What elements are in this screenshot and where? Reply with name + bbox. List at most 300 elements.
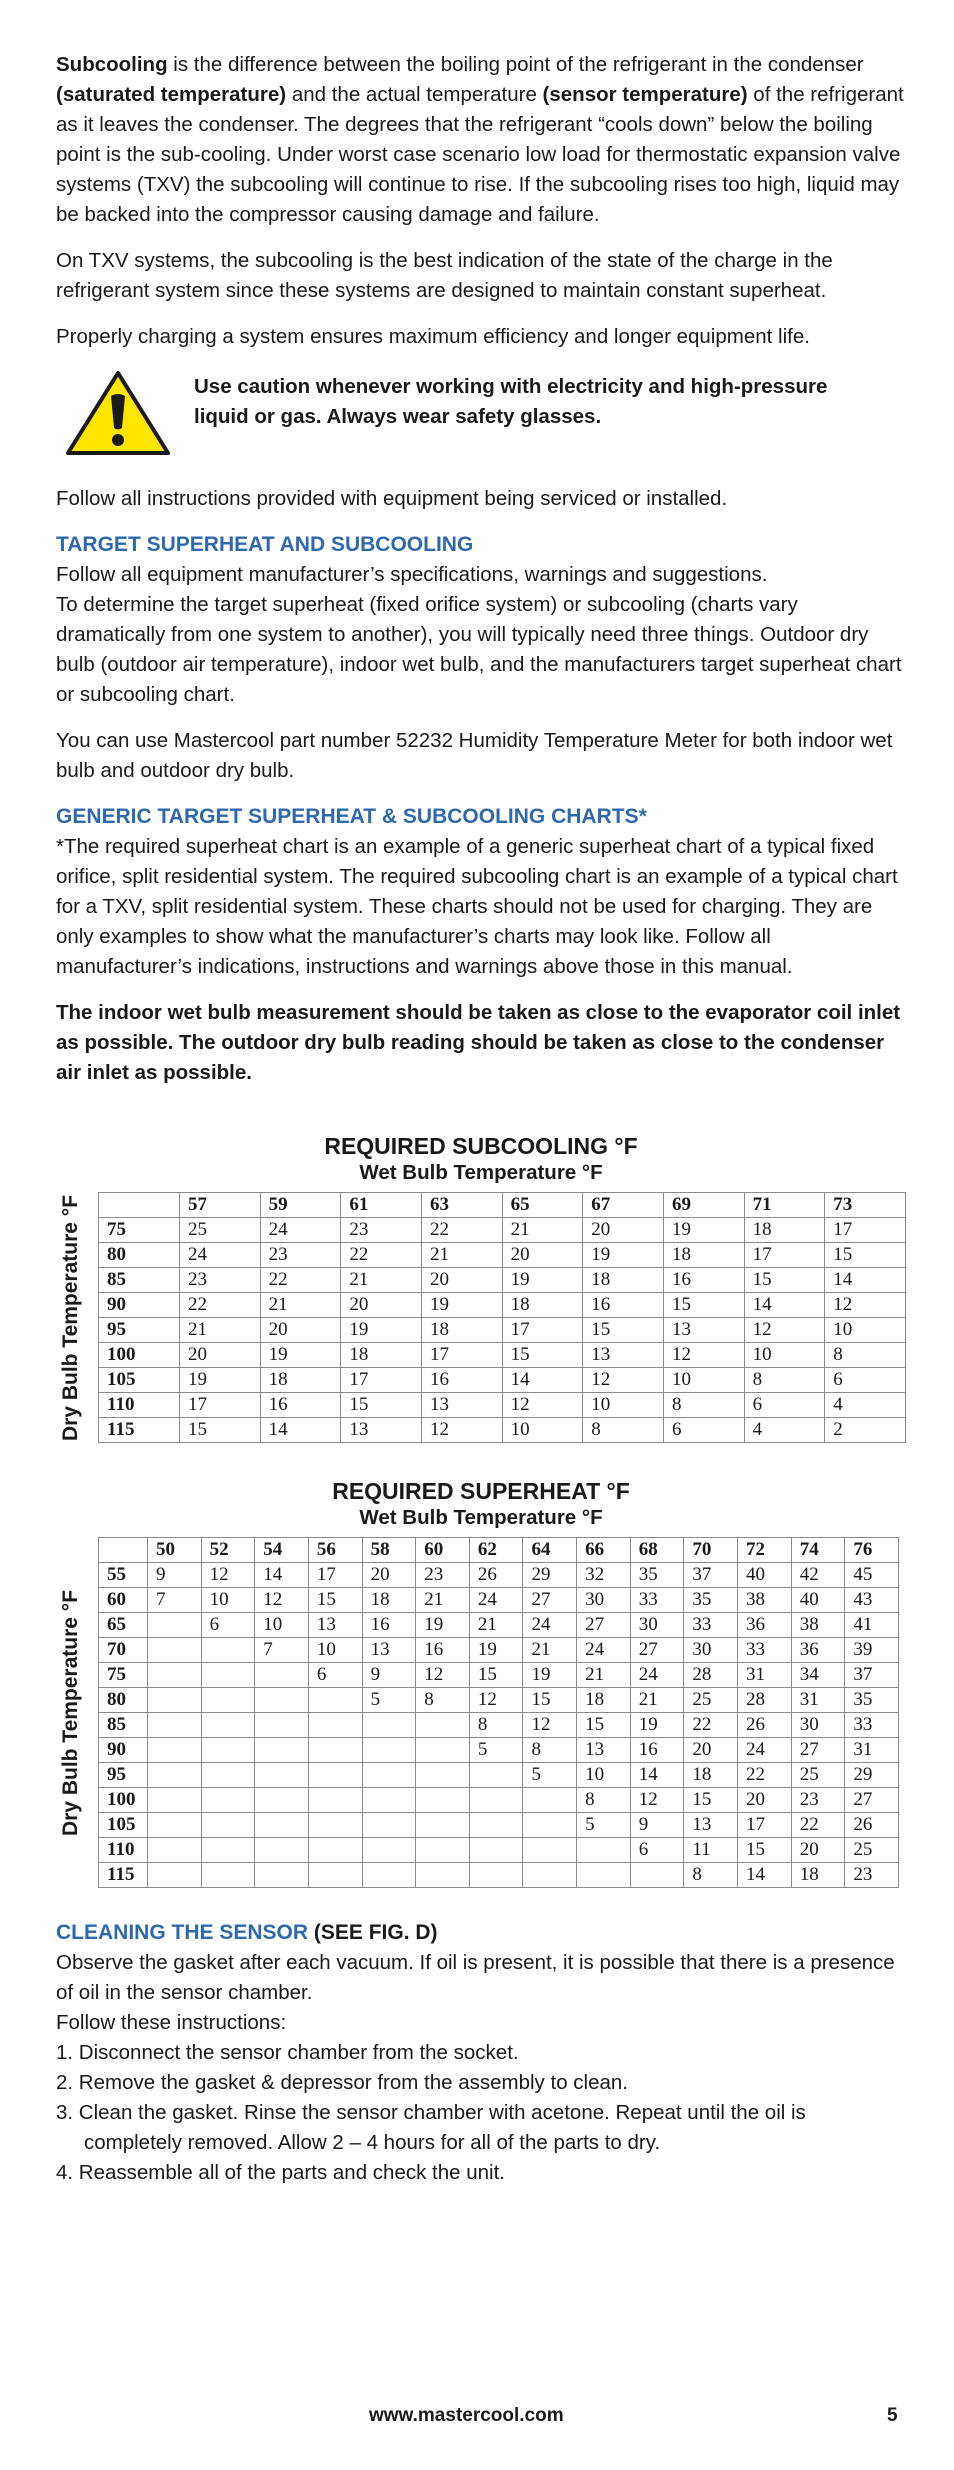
subcooling-cell: 12 [421,1418,502,1443]
subcooling-cell: 19 [260,1343,341,1368]
superheat-cell [201,1713,255,1738]
superheat-cell [255,1863,309,1888]
superheat-ylabel-wrap [56,1537,86,1888]
superheat-cell: 15 [738,1838,792,1863]
subcooling-cell: 22 [341,1243,422,1268]
subcooling-cell: 17 [744,1243,825,1268]
superheat-cell: 15 [308,1588,362,1613]
subcooling-cell: 21 [180,1318,261,1343]
subcooling-cell: 15 [502,1343,583,1368]
subcooling-cell: 15 [744,1268,825,1293]
superheat-cell: 28 [684,1663,738,1688]
superheat-cell: 42 [791,1563,845,1588]
superheat-cell [201,1788,255,1813]
superheat-row-header: 90 [99,1738,148,1763]
subcooling-cell: 15 [825,1243,906,1268]
measurement-note: The indoor wet bulb measurement should be taken as close to the evaporator coil inlet as possible. The outdoor dry bulb reading should be taken as close to the condenser air inlet as possible. [56,1001,901,1084]
superheat-cell: 27 [845,1788,899,1813]
list-item: 1. Disconnect the sensor chamber from the socket. [56,2041,519,2064]
superheat-cell: 33 [738,1638,792,1663]
superheat-cell: 30 [577,1588,631,1613]
superheat-cell [523,1863,577,1888]
superheat-cell [255,1838,309,1863]
caution-note [56,368,906,458]
superheat-cell: 6 [308,1663,362,1688]
subcooling-row-header: 75 [99,1218,180,1243]
subcooling-cell: 21 [260,1293,341,1318]
table-row [99,1788,899,1813]
superheat-cell: 27 [791,1738,845,1763]
superheat-cell [255,1713,309,1738]
superheat-cell: 23 [845,1863,899,1888]
superheat-cell: 24 [469,1588,523,1613]
superheat-col-header: 52 [201,1538,255,1563]
superheat-cell [201,1638,255,1663]
subcooling-cell: 17 [421,1343,502,1368]
subcooling-col-header: 67 [583,1193,664,1218]
superheat-cell [469,1788,523,1813]
superheat-cell: 15 [684,1788,738,1813]
subcooling-cell: 8 [583,1418,664,1443]
subcooling-row-header: 85 [99,1268,180,1293]
subcooling-table [98,1192,906,1443]
subcooling-cell: 2 [825,1418,906,1443]
superheat-cell [308,1763,362,1788]
superheat-cell [416,1788,470,1813]
subcooling-xlabel: Wet Bulb Temperature °F [359,1161,603,1184]
superheat-cell [201,1838,255,1863]
table-row [99,1368,906,1393]
subcooling-col-header: 59 [260,1193,341,1218]
superheat-cell: 39 [845,1638,899,1663]
superheat-cell: 19 [523,1663,577,1688]
superheat-cell [148,1738,202,1763]
subcooling-cell: 14 [260,1418,341,1443]
superheat-xlabel: Wet Bulb Temperature °F [359,1506,603,1529]
table-row [99,1393,906,1418]
subcooling-cell: 20 [341,1293,422,1318]
table-row [99,1318,906,1343]
superheat-cell: 30 [791,1713,845,1738]
superheat-cell: 38 [791,1613,845,1638]
cleaning-heading: CLEANING THE SENSOR (SEE FIG. D) [56,1921,438,1944]
superheat-cell: 25 [791,1763,845,1788]
subcooling-chart-title: REQUIRED SUBCOOLING °F [324,1133,638,1159]
superheat-cell: 20 [684,1738,738,1763]
subcooling-cell: 19 [421,1293,502,1318]
subcooling-cell: 18 [583,1268,664,1293]
subcooling-row-header: 100 [99,1343,180,1368]
superheat-cell [416,1713,470,1738]
superheat-cell: 45 [845,1563,899,1588]
subcooling-cell: 24 [180,1243,261,1268]
superheat-cell: 8 [416,1688,470,1713]
superheat-chart [56,1537,906,1888]
superheat-cell [255,1813,309,1838]
subcooling-cell: 18 [421,1318,502,1343]
superheat-cell [148,1788,202,1813]
subcooling-cell: 17 [341,1368,422,1393]
superheat-cell: 16 [416,1638,470,1663]
superheat-cell [362,1788,416,1813]
generic-paragraph: *The required superheat chart is an example of a generic superheat chart of a typical fixed orifice, split residential system. The required subcooling chart is an example of a typical chart for a TXV, split residential system. These charts should not be used for charging. They are only examples to show what the manufacturer’s charts may look like. Follow all manufacturer’s indications, instructions and warnings above those in this manual. [56,835,898,978]
superheat-row-header: 85 [99,1713,148,1738]
subcooling-cell: 18 [663,1243,744,1268]
superheat-cell: 17 [308,1563,362,1588]
superheat-cell [362,1813,416,1838]
superheat-cell: 13 [684,1813,738,1838]
charging-paragraph: Properly charging a system ensures maximum efficiency and longer equipment life. [56,325,810,348]
superheat-cell: 33 [630,1588,684,1613]
meter-paragraph: You can use Mastercool part number 52232 Humidity Temperature Meter for both indoor wet bulb and outdoor dry bulb. [56,729,893,782]
superheat-cell: 33 [845,1713,899,1738]
superheat-row-header: 55 [99,1563,148,1588]
superheat-cell: 23 [791,1788,845,1813]
superheat-cell: 31 [845,1738,899,1763]
subcooling-cell: 15 [663,1293,744,1318]
superheat-col-header: 72 [738,1538,792,1563]
superheat-col-header: 76 [845,1538,899,1563]
superheat-cell [308,1788,362,1813]
superheat-corner-cell [99,1538,148,1563]
subcooling-cell: 14 [744,1293,825,1318]
superheat-cell [148,1813,202,1838]
superheat-cell [148,1763,202,1788]
subcooling-cell: 6 [825,1368,906,1393]
superheat-cell [523,1838,577,1863]
superheat-cell: 12 [523,1713,577,1738]
superheat-cell [308,1813,362,1838]
superheat-cell: 10 [201,1588,255,1613]
superheat-cell [148,1688,202,1713]
subcooling-cell: 10 [825,1318,906,1343]
superheat-cell: 22 [738,1763,792,1788]
subcooling-cell: 20 [502,1243,583,1268]
superheat-col-header: 64 [523,1538,577,1563]
subcooling-col-header: 61 [341,1193,422,1218]
subcooling-cell: 20 [180,1343,261,1368]
superheat-cell: 5 [362,1688,416,1713]
superheat-cell: 13 [308,1613,362,1638]
subcooling-corner-cell [99,1193,180,1218]
superheat-cell: 11 [684,1838,738,1863]
subcooling-cell: 17 [180,1393,261,1418]
superheat-cell: 10 [577,1763,631,1788]
superheat-col-header: 50 [148,1538,202,1563]
superheat-cell [255,1663,309,1688]
superheat-cell: 15 [469,1663,523,1688]
subcooling-cell: 16 [583,1293,664,1318]
superheat-cell: 26 [469,1563,523,1588]
superheat-cell: 13 [362,1638,416,1663]
superheat-row-header: 100 [99,1788,148,1813]
superheat-cell: 27 [523,1588,577,1613]
superheat-cell [630,1863,684,1888]
superheat-cell: 27 [630,1638,684,1663]
subcooling-cell: 10 [502,1418,583,1443]
superheat-cell: 10 [308,1638,362,1663]
subcooling-cell: 14 [825,1268,906,1293]
superheat-cell: 31 [791,1688,845,1713]
superheat-col-header: 68 [630,1538,684,1563]
superheat-col-header: 60 [416,1538,470,1563]
table-row [99,1863,899,1888]
subcooling-cell: 16 [421,1368,502,1393]
superheat-cell [201,1863,255,1888]
superheat-cell: 14 [738,1863,792,1888]
superheat-row-header: 75 [99,1663,148,1688]
superheat-cell: 9 [362,1663,416,1688]
superheat-cell [148,1838,202,1863]
subcooling-cell: 21 [341,1268,422,1293]
superheat-cell: 24 [577,1638,631,1663]
subcooling-cell: 16 [260,1393,341,1418]
list-item: 3. Clean the gasket. Rinse the sensor chamber with acetone. Repeat until the oil is completely removed. Allow 2 – 4 hours for all of the parts to dry. [56,2101,806,2154]
superheat-cell: 13 [577,1738,631,1763]
superheat-cell [308,1738,362,1763]
subcooling-cell: 13 [341,1418,422,1443]
superheat-cell [523,1788,577,1813]
superheat-cell: 19 [469,1638,523,1663]
subcooling-header-row [99,1193,906,1218]
table-row [99,1638,899,1663]
superheat-cell: 12 [201,1563,255,1588]
superheat-cell [362,1763,416,1788]
superheat-cell: 29 [523,1563,577,1588]
table-row [99,1243,906,1268]
table-row [99,1713,899,1738]
table-row [99,1688,899,1713]
superheat-cell: 7 [148,1588,202,1613]
superheat-chart-title: REQUIRED SUPERHEAT °F [332,1478,630,1504]
superheat-row-header: 60 [99,1588,148,1613]
superheat-row-header: 70 [99,1638,148,1663]
table-row [99,1663,899,1688]
superheat-cell [362,1863,416,1888]
superheat-cell [201,1688,255,1713]
superheat-cell [577,1863,631,1888]
caution-text: Use caution whenever working with electricity and high-pressure liquid or gas. Always wear safety glasses. [194,375,828,428]
target-heading: TARGET SUPERHEAT AND SUBCOOLING [56,533,474,556]
superheat-cell [201,1738,255,1763]
superheat-cell [416,1838,470,1863]
superheat-cell: 20 [791,1838,845,1863]
table-row [99,1588,899,1613]
table-row [99,1218,906,1243]
subcooling-cell: 22 [260,1268,341,1293]
superheat-cell: 27 [577,1613,631,1638]
table-row [99,1738,899,1763]
subcooling-cell: 12 [744,1318,825,1343]
superheat-cell: 35 [845,1688,899,1713]
list-item: 2. Remove the gasket & depressor from the assembly to clean. [56,2071,628,2094]
superheat-ylabel: Dry Bulb Temperature °F [59,1589,82,1836]
superheat-col-header: 70 [684,1538,738,1563]
superheat-col-header: 62 [469,1538,523,1563]
list-item: 4. Reassemble all of the parts and check the unit. [56,2161,505,2184]
superheat-cell: 16 [362,1613,416,1638]
superheat-row-header: 65 [99,1613,148,1638]
superheat-cell: 12 [630,1788,684,1813]
subcooling-col-header: 65 [502,1193,583,1218]
superheat-row-header: 110 [99,1838,148,1863]
subcooling-col-header: 69 [663,1193,744,1218]
table-row [99,1293,906,1318]
subcooling-cell: 19 [583,1243,664,1268]
subcooling-cell: 20 [583,1218,664,1243]
footer-url: www.mastercool.com [369,2405,564,2426]
superheat-cell: 24 [523,1613,577,1638]
subcooling-cell: 21 [502,1218,583,1243]
superheat-cell [308,1863,362,1888]
subcooling-cell: 4 [744,1418,825,1443]
superheat-cell: 18 [577,1688,631,1713]
superheat-cell: 33 [684,1613,738,1638]
superheat-col-header: 54 [255,1538,309,1563]
subcooling-row-header: 80 [99,1243,180,1268]
subcooling-cell: 25 [180,1218,261,1243]
subcooling-cell: 24 [260,1218,341,1243]
superheat-cell: 38 [738,1588,792,1613]
subcooling-cell: 18 [341,1343,422,1368]
subcooling-cell: 4 [825,1393,906,1418]
cleaning-paragraph: Observe the gasket after each vacuum. If oil is present, it is possible that there is a presence of oil in the sensor chamber. Follow these instructions: [56,1951,895,2034]
superheat-col-header: 58 [362,1538,416,1563]
superheat-cell: 28 [738,1688,792,1713]
subcooling-row-header: 115 [99,1418,180,1443]
superheat-cell [201,1763,255,1788]
subcooling-cell: 10 [583,1393,664,1418]
table-row [99,1418,906,1443]
subcooling-cell: 18 [744,1218,825,1243]
superheat-cell [148,1863,202,1888]
subcooling-ylabel: Dry Bulb Temperature °F [59,1194,82,1441]
table-row [99,1813,899,1838]
superheat-cell [469,1813,523,1838]
superheat-cell: 20 [738,1788,792,1813]
subcooling-cell: 8 [663,1393,744,1418]
subcooling-cell: 20 [260,1318,341,1343]
superheat-cell: 18 [684,1763,738,1788]
superheat-cell [469,1863,523,1888]
superheat-cell: 32 [577,1563,631,1588]
subcooling-cell: 8 [825,1343,906,1368]
superheat-cell: 12 [416,1663,470,1688]
subcooling-cell: 19 [341,1318,422,1343]
superheat-cell: 5 [577,1813,631,1838]
superheat-cell [416,1763,470,1788]
subcooling-cell: 13 [583,1343,664,1368]
superheat-cell: 22 [684,1713,738,1738]
superheat-cell: 25 [684,1688,738,1713]
subcooling-col-header: 73 [825,1193,906,1218]
superheat-cell [416,1738,470,1763]
superheat-cell [201,1813,255,1838]
superheat-cell: 15 [523,1688,577,1713]
superheat-cell: 8 [523,1738,577,1763]
table-row [99,1268,906,1293]
superheat-cell [255,1763,309,1788]
superheat-cell: 37 [684,1563,738,1588]
superheat-col-header: 66 [577,1538,631,1563]
superheat-cell: 5 [523,1763,577,1788]
superheat-cell: 31 [738,1663,792,1688]
subcooling-cell: 15 [180,1418,261,1443]
subcooling-col-header: 57 [180,1193,261,1218]
superheat-cell: 6 [630,1838,684,1863]
superheat-cell [308,1713,362,1738]
superheat-cell: 14 [630,1763,684,1788]
superheat-cell: 7 [255,1638,309,1663]
subcooling-ylabel-wrap [56,1192,86,1443]
superheat-col-header: 56 [308,1538,362,1563]
page-number: 5 [887,2405,898,2426]
subcooling-cell: 6 [744,1393,825,1418]
superheat-cell: 23 [416,1563,470,1588]
subcooling-cell: 17 [502,1318,583,1343]
superheat-cell: 41 [845,1613,899,1638]
superheat-cell: 26 [845,1813,899,1838]
superheat-cell: 12 [469,1688,523,1713]
subcooling-cell: 18 [260,1368,341,1393]
superheat-cell: 29 [845,1763,899,1788]
superheat-cell: 25 [845,1838,899,1863]
superheat-header-row [99,1538,899,1563]
superheat-cell [308,1688,362,1713]
superheat-cell [416,1863,470,1888]
table-row [99,1838,899,1863]
subcooling-cell: 10 [744,1343,825,1368]
subcooling-cell: 23 [260,1243,341,1268]
subcooling-cell: 22 [421,1218,502,1243]
subcooling-cell: 20 [421,1268,502,1293]
superheat-cell: 34 [791,1663,845,1688]
superheat-cell: 24 [738,1738,792,1763]
superheat-cell: 30 [630,1613,684,1638]
subcooling-col-header: 71 [744,1193,825,1218]
superheat-row-header: 80 [99,1688,148,1713]
manual-page [56,50,906,2188]
superheat-cell [469,1838,523,1863]
txv-paragraph: On TXV systems, the subcooling is the best indication of the state of the charge in the refrigerant system since these systems are designed to maintain constant superheat. [56,249,833,302]
subcooling-cell: 23 [180,1268,261,1293]
warning-triangle-icon [64,368,172,458]
superheat-cell: 37 [845,1663,899,1688]
table-row [99,1613,899,1638]
superheat-cell: 16 [630,1738,684,1763]
superheat-cell: 18 [791,1863,845,1888]
subcooling-cell: 15 [583,1318,664,1343]
subcooling-cell: 6 [663,1418,744,1443]
subcooling-cell: 23 [341,1218,422,1243]
subcooling-cell: 19 [180,1368,261,1393]
subcooling-cell: 10 [663,1368,744,1393]
subcooling-cell: 13 [421,1393,502,1418]
superheat-cell [577,1838,631,1863]
superheat-row-header: 95 [99,1763,148,1788]
superheat-cell: 22 [791,1813,845,1838]
superheat-cell: 21 [469,1613,523,1638]
superheat-cell [308,1838,362,1863]
subcooling-row-header: 110 [99,1393,180,1418]
superheat-table [98,1537,899,1888]
subcooling-cell: 12 [663,1343,744,1368]
subcooling-paragraph: Subcooling is the difference between the boiling point of the refrigerant in the condenser (saturated temperature) and the actual temperature (sensor temperature) of the refrigerant as it leaves the condenser. The degrees that the refrigerant “cools down” below the boiling point is the sub-cooling. Under worst case scenario low load for thermostatic expansion valve systems (TXV) the subcooling will continue to rise. If the subcooling rises too high, liquid may be backed into the compressor causing damage and failure. [56,53,904,226]
superheat-cell [469,1763,523,1788]
superheat-cell: 35 [630,1563,684,1588]
superheat-cell: 30 [684,1638,738,1663]
superheat-cell [148,1638,202,1663]
